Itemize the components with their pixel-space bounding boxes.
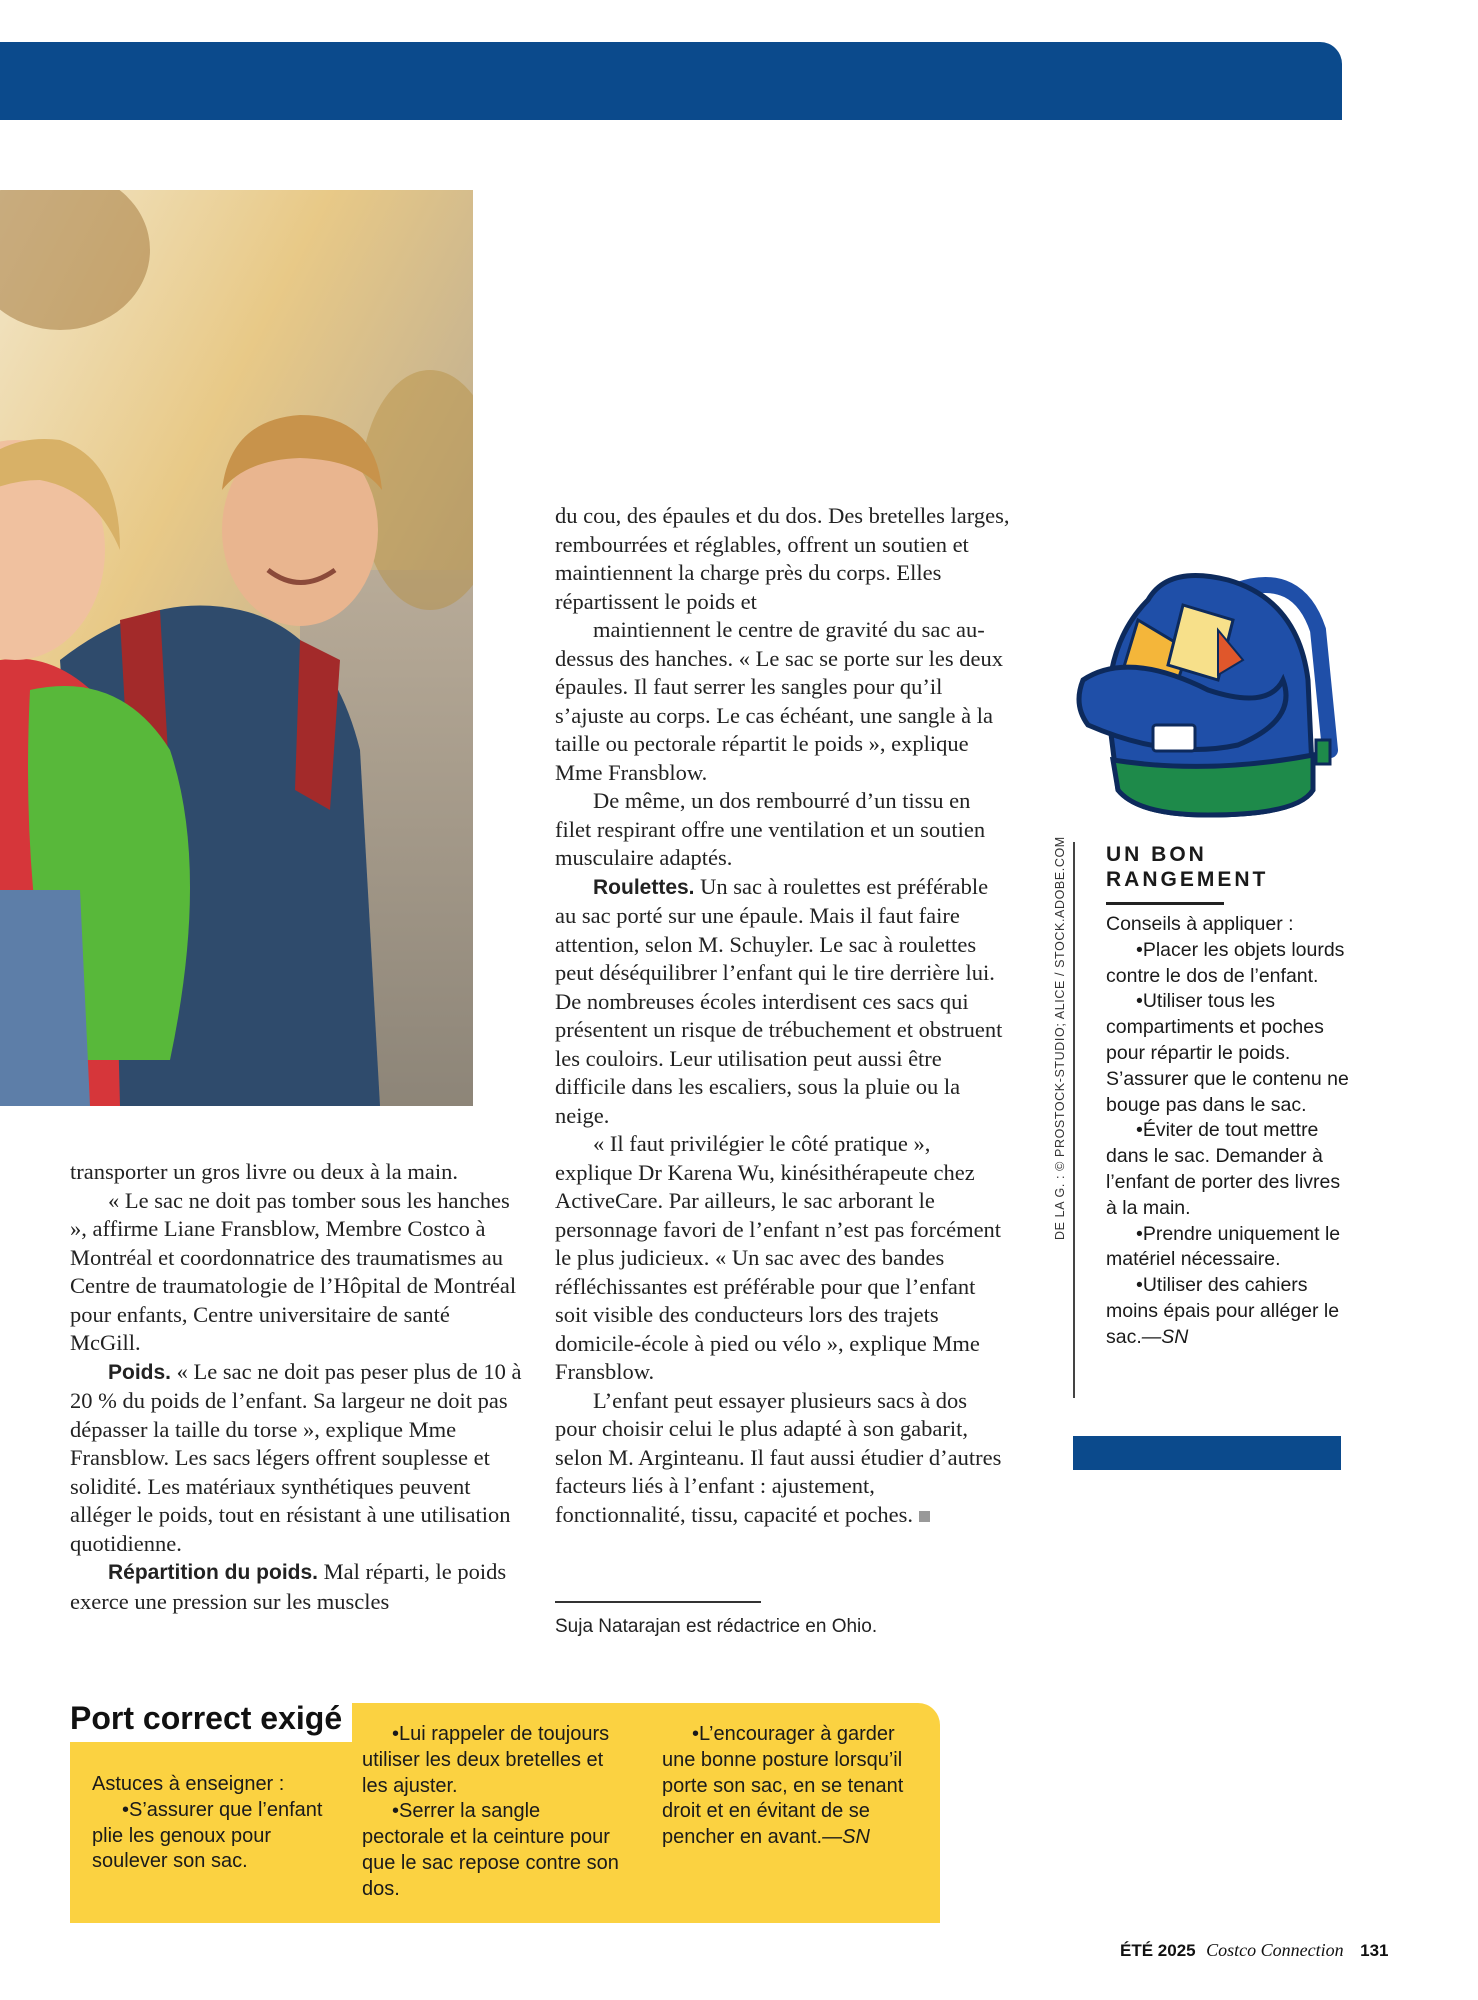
tips-column-2 — [362, 1722, 622, 1903]
article-paragraph: maintiennent le centre de gravité du sac au-dessus des hanches. « Le sac se porte sur les deux épaules. Il faut serrer les sangles pour qu’il s’ajuste au corps. Le cas échéant, une sangle à la taille ou pectorale répartit le poids », explique Mme Fransblow. — [555, 617, 1004, 785]
sidebar-tips — [1106, 912, 1356, 1351]
photo-credit: DE LA G. : © PROSTOCK-STUDIO; ALICE / STOCK.ADOBE.COM — [1053, 836, 1067, 1240]
sidebar-title: UN BON RANGEMENT — [1106, 843, 1269, 891]
paragraph-text: L’enfant peut essayer plusieurs sacs à dos pour choisir celui le plus adapté à son gabarit, selon M. Arginteanu. Il faut aussi étudier d’autres facteurs liés à l’enfant : ajustement, fonctionnalité, tissu, capacité et poches. — [555, 1387, 1002, 1527]
tips-item: •Serrer la sangle pectorale et la ceinture pour que le sac repose contre son dos. — [362, 1800, 619, 1900]
section-lead: Répartition du poids. — [108, 1561, 318, 1584]
header-banner — [0, 42, 1342, 120]
article-paragraph — [70, 1358, 526, 1559]
paragraph-text: Mal réparti, le poids exerce une pression sur les muscles — [70, 1559, 507, 1614]
tips-item: •Lui rappeler de toujours utiliser les deux bretelles et les ajuster. — [362, 1723, 610, 1797]
section-lead: Roulettes. — [593, 875, 695, 899]
children-photo — [0, 190, 473, 1106]
sidebar-divider — [1073, 842, 1075, 1398]
article-column-1 — [70, 1158, 526, 1616]
page-footer — [1120, 1940, 1388, 1961]
edition-label: ÉTÉ 2025 — [1120, 1941, 1196, 1960]
section-lead: Poids. — [108, 1360, 172, 1384]
article-column-2 — [555, 502, 1011, 1529]
article-paragraph: « Le sac ne doit pas tomber sous les hanches », affirme Liane Fransblow, Membre Costco à Montréal et coordonnatrice des traumatismes au Centre de traumatologie de l’Hôpital de Montréal pour enfants, Centre universitaire de santé McGill. — [70, 1187, 517, 1355]
end-mark-icon — [919, 1511, 930, 1522]
sidebar-tip: •Placer les objets lourds contre le dos de l’enfant. — [1106, 938, 1345, 987]
page-number: 131 — [1360, 1941, 1389, 1960]
tips-column-1 — [92, 1772, 342, 1875]
tips-item: •S’assurer que l’enfant plie les genoux pour soulever son sac. — [92, 1798, 323, 1873]
sidebar-tip: •Utiliser tous les compartiments et poches pour répartir le poids. S’assurer que le contenu ne bouge pas dans le sac. — [1106, 990, 1349, 1116]
tips-item — [662, 1722, 912, 1851]
article-paragraph: « Il faut privilégier le côté pratique », explique Dr Karena Wu, kinésithérapeute chez ActiveCare. Par ailleurs, le sac arborant le personnage favori de l’enfant n’est pas forcément le plus judicieux. « Un sac avec des bandes réfléchissantes est préférable pour que l’enfant soit visible des conducteurs lors des trajets domicile-école à pied ou vélo », explique Mme Fransblow. — [555, 1131, 1002, 1384]
article-paragraph: De même, un dos rembourré d’un tissu en filet respirant offre une ventilation et un soutien musculaire adaptés. — [555, 788, 986, 870]
tips-item-text: •L’encourager à garder une bonne posture lorsqu’il porte son sac, en se tenant droit et en évitant de se pencher en avant. — [662, 1723, 904, 1849]
article-paragraph — [555, 873, 1011, 1131]
sidebar-signoff: —SN — [1141, 1325, 1189, 1348]
sidebar-tip: •Éviter de tout mettre dans le sac. Demander à l’enfant de porter des livres à la main. — [1106, 1119, 1341, 1219]
magazine-name: Costco Connection — [1206, 1940, 1344, 1960]
byline-divider — [555, 1601, 761, 1603]
article-paragraph: du cou, des épaules et du dos. Des bretelles larges, rembourrées et réglables, offrent un soutien et maintiennent la charge près du corps. Elles répartissent le poids et — [555, 503, 1010, 614]
sidebar-title-divider — [1106, 902, 1224, 905]
children-photo-illustration — [0, 190, 473, 1106]
paragraph-text: « Le sac ne doit pas peser plus de 10 à 20 % du poids de l’enfant. Sa largeur ne doit pas dépasser la taille du torse », explique Mme Fransblow. Les sacs légers offrent souplesse et solidité. Les matériaux synthétiques peuvent alléger le poids, tout en résistant à une utilisation quotidienne. — [70, 1358, 522, 1556]
tips-intro: Astuces à enseigner : — [92, 1773, 285, 1795]
tips-box-title: Port correct exigé — [70, 1700, 343, 1736]
author-byline: Suja Natarajan est rédactrice en Ohio. — [555, 1616, 878, 1637]
sidebar-tip — [1106, 1273, 1356, 1350]
tips-column-3 — [662, 1722, 912, 1851]
sidebar-tip: •Prendre uniquement le matériel nécessaire. — [1106, 1222, 1341, 1271]
paragraph-text: Un sac à roulettes est préférable au sac porté sur une épaule. Mais il faut faire attention, selon M. Schuyler. Le sac à roulettes peut déséquilibrer l’enfant qui le tire derrière lui. De nombreuses écoles interdisent ces sacs qui présentent un risque de trébuchement et obstruent les couloirs. Leur utilisation peut aussi être difficile dans les escaliers, sous la pluie ou la neige. — [555, 873, 1003, 1128]
article-paragraph — [70, 1558, 526, 1616]
tips-signoff: —SN — [822, 1826, 870, 1849]
sidebar-footer-bar — [1073, 1436, 1341, 1470]
article-paragraph: transporter un gros livre ou deux à la main. — [70, 1159, 459, 1184]
article-paragraph — [555, 1387, 1011, 1530]
sidebar-intro: Conseils à appliquer : — [1106, 913, 1294, 935]
backpack-icon — [1068, 560, 1350, 822]
sidebar-tip-text: •Utiliser des cahiers moins épais pour alléger le sac. — [1106, 1274, 1340, 1348]
